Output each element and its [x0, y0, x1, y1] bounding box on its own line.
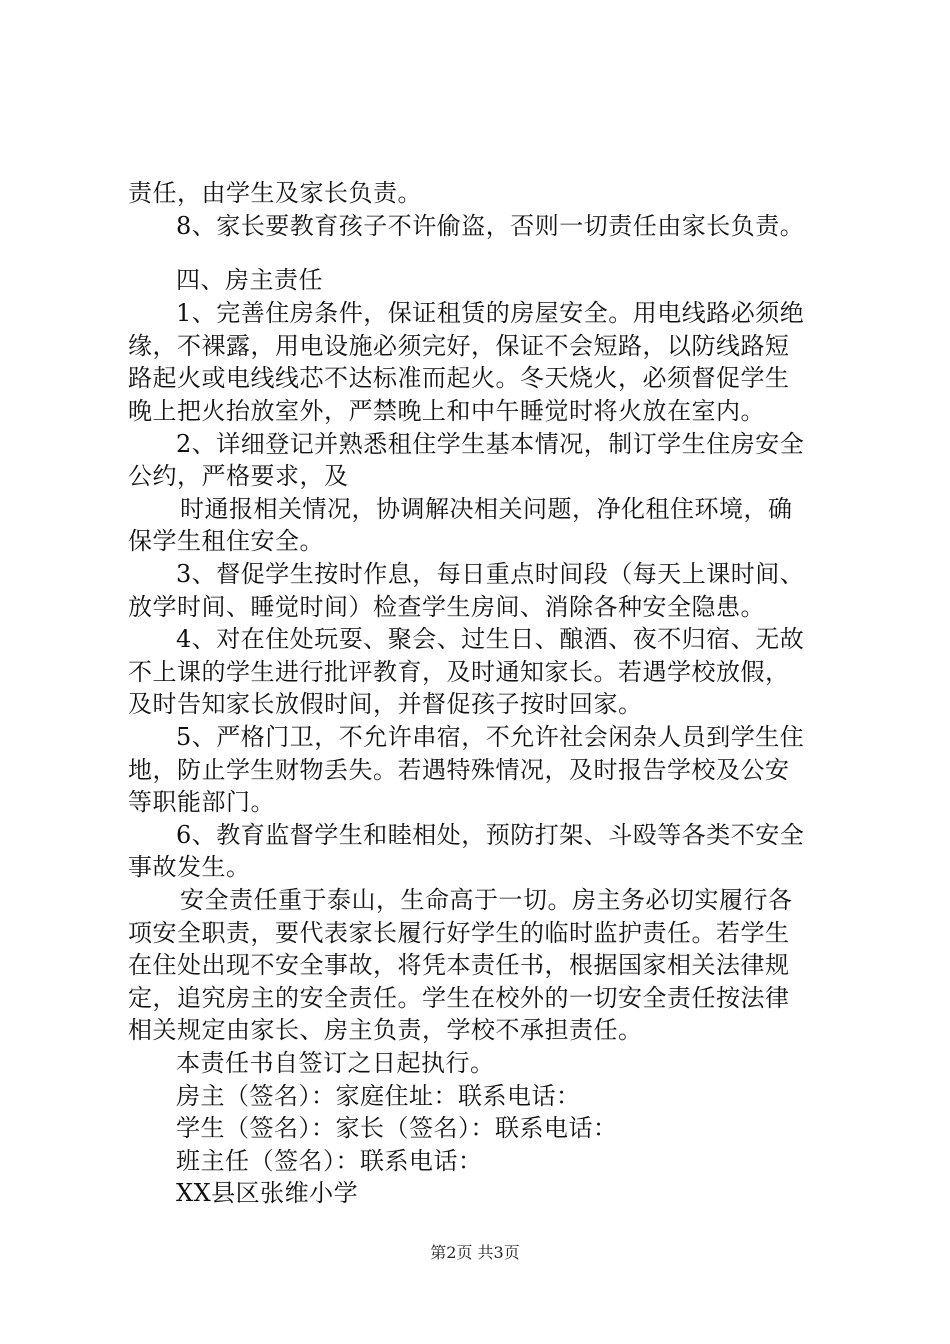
- text-line: 本责任书自签订之日起执行。: [176, 1049, 495, 1077]
- text-line: 安全责任重于泰山，生命高于一切。房主务必切实履行各: [180, 886, 793, 914]
- page-footer: 第2页 共3页: [430, 1243, 520, 1262]
- text-line: 8、家长要教育孩子不许偷盗，否则一切责任由家长负责。: [176, 212, 805, 240]
- text-line: 路起火或电线线芯不达标准而起火。冬天烧火，必须督促学生: [128, 364, 790, 392]
- text-line: 放学时间、睡觉时间）检查学生房间、消除各种安全隐患。: [128, 593, 765, 621]
- text-line: 公约，严格要求，及: [128, 462, 349, 490]
- text-line: 定，追究房主的安全责任。学生在校外的一切安全责任按法律: [128, 984, 790, 1012]
- text-line: 等职能部门。: [128, 788, 275, 816]
- text-line: 保学生租住安全。: [128, 527, 324, 555]
- signature-line: 班主任（签名）：联系电话：: [176, 1147, 483, 1175]
- signature-line: 学生（签名）：家长（签名）：联系电话：: [176, 1114, 618, 1142]
- text-line: 及时告知家长放假时间，并督促孩子按时回家。: [128, 690, 643, 718]
- text-line: 不上课的学生进行批评教育，及时通知家长。若遇学校放假，: [128, 658, 790, 686]
- signature-line: 房主（签名）：家庭住址：联系电话：: [176, 1082, 581, 1110]
- text-line: 相关规定由家长、房主负责，学校不承担责任。: [128, 1016, 643, 1044]
- text-line: 6、教育监督学生和睦相处，预防打架、斗殴等各类不安全: [176, 821, 805, 849]
- text-line: 缘，不裸露，用电设施必须完好，保证不会短路，以防线路短: [128, 332, 790, 360]
- text-line: 事故发生。: [128, 853, 251, 881]
- section-heading: 四、房主责任: [176, 266, 323, 294]
- text-line: 责任，由学生及家长负责。: [128, 179, 422, 207]
- text-line: 地，防止学生财物丢失。若遇特殊情况，及时报告学校及公安: [128, 756, 790, 784]
- text-line: 4、对在住处玩耍、聚会、过生日、酿酒、夜不归宿、无故: [176, 625, 805, 653]
- text-line: 3、督促学生按时作息，每日重点时间段（每天上课时间、: [176, 560, 805, 588]
- text-line: 项安全职责，要代表家长履行好学生的临时监护责任。若学生: [128, 919, 790, 947]
- text-line: 5、严格门卫，不允许串宿，不允许社会闲杂人员到学生住: [176, 723, 805, 751]
- text-line: 时通报相关情况，协调解决相关问题，净化租住环境，确: [180, 495, 793, 523]
- text-line: 2、详细登记并熟悉租住学生基本情况，制订学生住房安全: [176, 430, 805, 458]
- issuer-line: XX县区张维小学: [176, 1179, 359, 1207]
- text-line: 在住处出现不安全事故，将凭本责任书，根据国家相关法律规: [128, 951, 790, 979]
- text-line: 晚上把火抬放室外，严禁晚上和中午睡觉时将火放在室内。: [128, 397, 765, 425]
- text-line: 1、完善住房条件，保证租赁的房屋安全。用电线路必须绝: [176, 299, 805, 327]
